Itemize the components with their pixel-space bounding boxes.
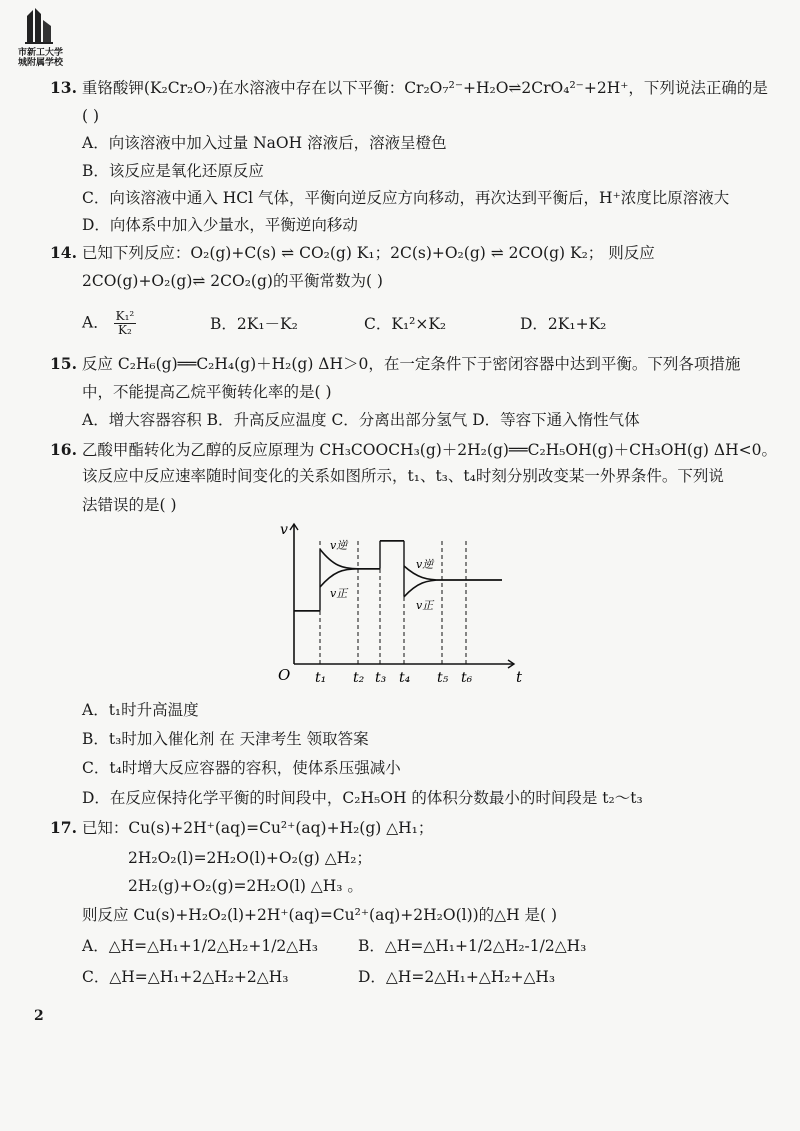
q14-option-c: C．K₁²×K₂ xyxy=(364,315,447,333)
q17-line1: 已知：Cu(s)+2H⁺(aq)=Cu²⁺(aq)+H₂(g) △H₁； xyxy=(81,819,434,837)
q16-option-d: D．在反应保持化学平衡的时间段中，C₂H₅OH 的体积分数最小的时间段是 t₂～t₃ xyxy=(82,789,643,807)
x-tick-label: t₁ xyxy=(315,670,327,686)
q14-option-a xyxy=(82,310,136,337)
q14-option-a-label: A． xyxy=(82,313,109,332)
y-axis-label: v xyxy=(280,522,288,538)
q16-line1: 乙酸甲酯转化为乙醇的反应原理为 CH₃COOCH₃(g)＋2H₂(g)══C₂H₅OH(g)＋CH₃OH(g) ΔH<0。 xyxy=(81,441,777,459)
q17-line2: 2H₂O₂(l)=2H₂O(l)+O₂(g) △H₂； xyxy=(128,849,372,867)
curve-label: v正 xyxy=(416,598,434,612)
q14-line2: 2CO(g)+O₂(g)⇌ 2CO₂(g)的平衡常数为( ) xyxy=(82,272,383,290)
q13-option-d: D．向体系中加入少量水，平衡逆向移动 xyxy=(82,216,358,234)
q15-line2: 中，不能提高乙烷平衡转化率的是( ) xyxy=(82,383,332,401)
q14-option-d: D．2K₁+K₂ xyxy=(520,315,607,333)
q17-option-b: B．△H=△H₁+1/2△H₂-1/2△H₃ xyxy=(358,937,587,955)
q16-line3: 法错误的是( ) xyxy=(82,496,177,514)
q13-stem-text: 重铬酸钾(K₂Cr₂O₇)在水溶液中存在以下平衡：Cr₂O₇²⁻+H₂O⇌2CrO₄²⁻+2H⁺，下列说法正确的是 xyxy=(81,79,768,97)
x-tick-label: t₃ xyxy=(375,670,387,686)
q16-option-b: B．t₃时加入催化剂 在 天津考生 领取答案 xyxy=(82,730,369,748)
q17-option-c: C．△H=△H₁+2△H₂+2△H₃ xyxy=(82,968,289,986)
x-tick-label: t₆ xyxy=(461,670,473,686)
school-logo xyxy=(18,6,88,68)
q13-option-c: C．向该溶液中通入 HCl 气体，平衡向逆反应方向移动，再次达到平衡后，H⁺浓度比原溶液大 xyxy=(82,189,730,207)
q14-option-a-fraction xyxy=(114,310,137,337)
q17-option-a: A．△H=△H₁+1/2△H₂+1/2△H₃ xyxy=(82,937,318,955)
q17-stem xyxy=(50,818,433,838)
curve-label: v逆 xyxy=(416,558,434,571)
school-building-icon xyxy=(24,6,54,44)
rate-time-graph xyxy=(270,518,530,690)
school-name-line1: 市新工大学 xyxy=(18,48,64,58)
q16-number: 16. xyxy=(50,440,77,459)
q16-option-a: A．t₁时升高温度 xyxy=(82,701,199,719)
origin-label: O xyxy=(278,666,291,684)
q13-option-b: B．该反应是氧化还原反应 xyxy=(82,162,264,180)
fraction-numerator: K₁² xyxy=(115,309,135,323)
q16-line2: 该反应中反应速率随时间变化的关系如图所示，t₁、t₃、t₄时刻分别改变某一外界条件。下列说 xyxy=(82,467,724,485)
q15-line1: 反应 C₂H₆(g)══C₂H₄(g)＋H₂(g) ΔH＞0，在一定条件下于密闭容器中达到平衡。下列各项措施 xyxy=(81,355,741,373)
q13-number: 13. xyxy=(50,78,77,97)
fraction-denominator: K₂ xyxy=(118,323,132,337)
page-number: 2 xyxy=(34,1008,44,1024)
rate-curve-forward xyxy=(404,580,442,597)
q17-option-d: D．△H=2△H₁+△H₂+△H₃ xyxy=(358,968,556,986)
q15-options: A．增大容器容积 B．升高反应温度 C．分离出部分氢气 D．等容下通入惰性气体 xyxy=(82,411,640,429)
q13-stem xyxy=(50,78,768,98)
q16-option-c: C．t₄时增大反应容器的容积，使体系压强减小 xyxy=(82,759,401,777)
q17-line3: 2H₂(g)+O₂(g)=2H₂O(l) △H₃ 。 xyxy=(128,877,363,895)
q13-blank: ( ) xyxy=(82,107,100,125)
school-name-line2: 城附属学校 xyxy=(18,58,64,68)
x-axis-label: t xyxy=(516,668,523,686)
q15-number: 15. xyxy=(50,354,77,373)
curve-label: v正 xyxy=(330,587,348,600)
q14-number: 14. xyxy=(50,243,77,262)
q14-option-b: B．2K₁－K₂ xyxy=(210,315,298,333)
rate-curve-forward xyxy=(320,569,358,587)
q17-number: 17. xyxy=(50,818,77,837)
q14-line1: 已知下列反应：O₂(g)+C(s) ⇌ CO₂(g) K₁；2C(s)+O₂(g) ⇌ 2CO(g) K₂； 则反应 xyxy=(81,244,655,262)
q15-stem xyxy=(50,354,740,374)
q14-stem xyxy=(50,243,655,263)
q16-stem xyxy=(50,440,777,460)
q17-line4: 则反应 Cu(s)+H₂O₂(l)+2H⁺(aq)=Cu²⁺(aq)+2H₂O(l))的△H 是( ) xyxy=(82,906,558,924)
x-tick-label: t₅ xyxy=(437,670,449,686)
x-tick-label: t₄ xyxy=(399,670,411,686)
curve-label: v逆 xyxy=(330,539,348,553)
x-tick-label: t₂ xyxy=(353,670,365,686)
q13-option-a: A．向该溶液中加入过量 NaOH 溶液后，溶液呈橙色 xyxy=(82,134,447,152)
